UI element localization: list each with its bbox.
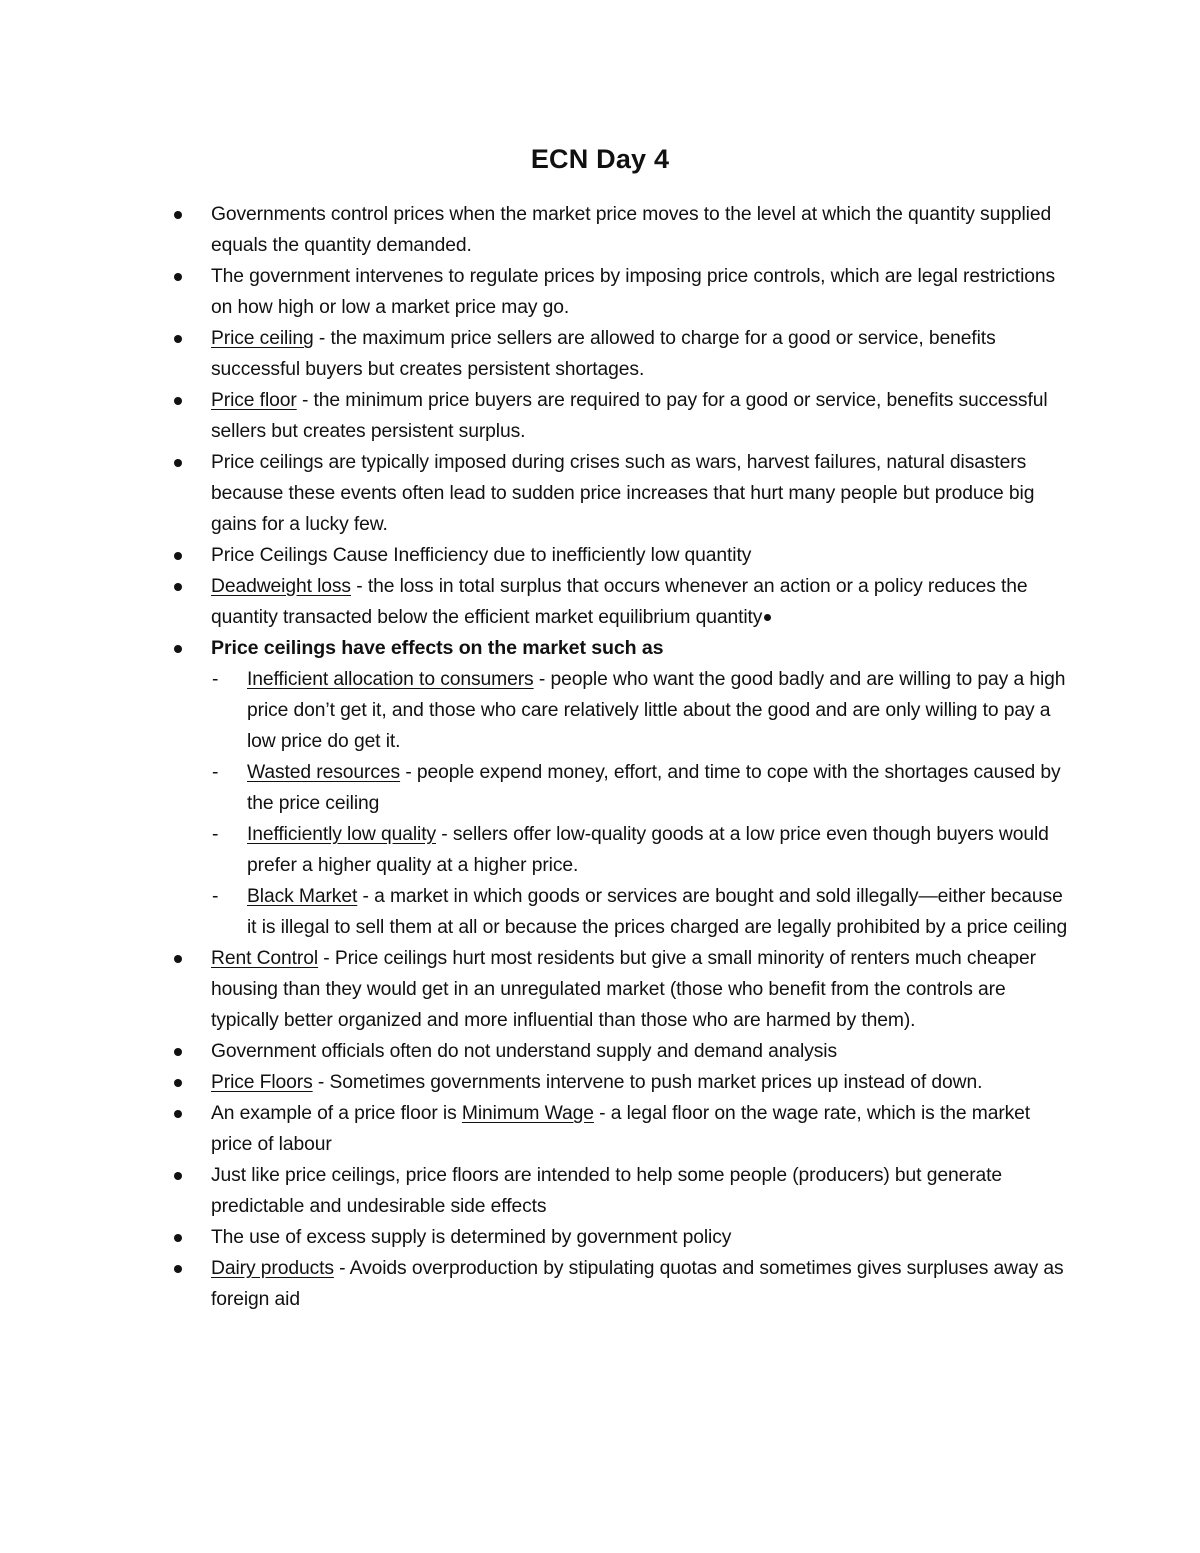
dash-marker: - <box>212 669 219 690</box>
item-text: Just like price ceilings, price floors are intended to help some people (producers) but generate predictable and undesirable side effects <box>211 1165 1003 1217</box>
bullet-icon <box>174 1172 182 1180</box>
item-text: The government intervenes to regulate prices by imposing price controls, which are legal restrictions on how high or low a market price may go. <box>211 266 1056 318</box>
bullet-icon <box>174 335 182 343</box>
item-text: - a legal floor on the wage rate, which is the market price of labour <box>211 1103 1031 1155</box>
item-text: - people who want the good badly and are willing to pay a high price don’t get it, and those who care relatively little about the good and are only willing to pay a low price do get it. <box>247 669 1066 752</box>
item-term: Price Floors <box>211 1072 313 1093</box>
item-text: - people expend money, effort, and time to cope with the shortages caused by the price ceiling <box>247 762 1061 814</box>
list-item <box>0 385 1200 447</box>
item-text: - the loss in total surplus that occurs whenever an action or a policy reduces the quantity transacted below the efficient market equilibrium quantity <box>211 576 1028 628</box>
bullet-icon <box>174 459 182 467</box>
bullet-icon <box>174 1048 182 1056</box>
bullet-icon <box>174 955 182 963</box>
bullet-icon <box>174 583 182 591</box>
dash-marker: - <box>212 886 219 907</box>
item-text: - a market in which goods or services are bought and sold illegally—either because it is illegal to sell them at all or because the prices charged are legally prohibited by a price ceiling <box>247 886 1068 938</box>
list-item <box>0 323 1200 385</box>
inline-bullet-icon <box>764 614 771 621</box>
bullet-icon <box>174 273 182 281</box>
list-item <box>0 571 1200 633</box>
item-text: - sellers offer low-quality goods at a low price even though buyers would prefer a higher quality at a higher price. <box>247 824 1049 876</box>
item-prefix: An example of a price floor is <box>211 1103 462 1124</box>
bullet-icon <box>174 1234 182 1242</box>
dash-marker: - <box>212 824 219 845</box>
item-text: - Sometimes governments intervene to push market prices up instead of down. <box>312 1072 983 1093</box>
list-item-heading <box>0 633 1200 664</box>
item-term: Inefficient allocation to consumers <box>247 669 534 690</box>
item-term: Dairy products <box>211 1258 334 1279</box>
list-item <box>0 1067 1200 1098</box>
item-text: Government officials often do not understand supply and demand analysis <box>211 1041 838 1062</box>
item-term: Wasted resources <box>247 762 401 783</box>
item-text: The use of excess supply is determined by government policy <box>211 1227 732 1248</box>
bullet-icon <box>174 552 182 560</box>
item-text: - the minimum price buyers are required to pay for a good or service, benefits successful sellers but creates persistent surplus. <box>211 390 1048 442</box>
page-title: ECN Day 4 <box>530 144 670 174</box>
bullet-icon <box>174 645 182 653</box>
item-text: Price Ceilings Cause Inefficiency due to inefficiently low quantity <box>211 545 752 566</box>
item-term: Black Market <box>247 886 358 907</box>
list-item <box>0 447 1200 540</box>
sub-list-item <box>0 757 1200 819</box>
list-item <box>0 261 1200 323</box>
list-item <box>0 1160 1200 1222</box>
sub-list-item <box>0 819 1200 881</box>
list-item <box>0 943 1200 1036</box>
bullet-icon <box>174 1265 182 1273</box>
bullet-icon <box>174 397 182 405</box>
list-item <box>0 1098 1200 1160</box>
item-text: - Price ceilings hurt most residents but give a small minority of renters much cheaper housing than they would get in an unregulated market (those who benefit from the controls are typically better organized and more influential than those who are harmed by them). <box>211 948 1036 1031</box>
bullet-icon <box>174 211 182 219</box>
item-term: Price ceiling <box>211 328 314 349</box>
item-text: Price ceilings are typically imposed during crises such as wars, harvest failures, natural disasters because these events often lead to sudden price increases that hurt many people but produce big gains for a lucky few. <box>211 452 1035 535</box>
item-term: Deadweight loss <box>211 576 351 597</box>
bullet-list <box>0 199 1200 1315</box>
item-term: Price floor <box>211 390 297 411</box>
item-text: - the maximum price sellers are allowed to charge for a good or service, benefits successful buyers but creates persistent shortages. <box>211 328 996 380</box>
sub-list-item <box>0 881 1200 943</box>
bullet-icon <box>174 1079 182 1087</box>
item-text: Price ceilings have effects on the market such as <box>211 637 664 659</box>
list-item <box>0 1036 1200 1067</box>
list-item <box>0 1222 1200 1253</box>
item-text: - Avoids overproduction by stipulating quotas and sometimes gives surpluses away as foreign aid <box>211 1258 1064 1310</box>
list-item <box>0 199 1200 261</box>
list-item <box>0 1253 1200 1315</box>
item-term: Rent Control <box>211 948 319 969</box>
dash-marker: - <box>212 762 219 783</box>
item-term: Inefficiently low quality <box>247 824 436 845</box>
item-text: Governments control prices when the market price moves to the level at which the quantity supplied equals the quantity demanded. <box>211 204 1052 256</box>
item-term: Minimum Wage <box>461 1103 594 1124</box>
bullet-icon <box>174 1110 182 1118</box>
list-item <box>0 540 1200 571</box>
sub-list-item <box>0 664 1200 757</box>
